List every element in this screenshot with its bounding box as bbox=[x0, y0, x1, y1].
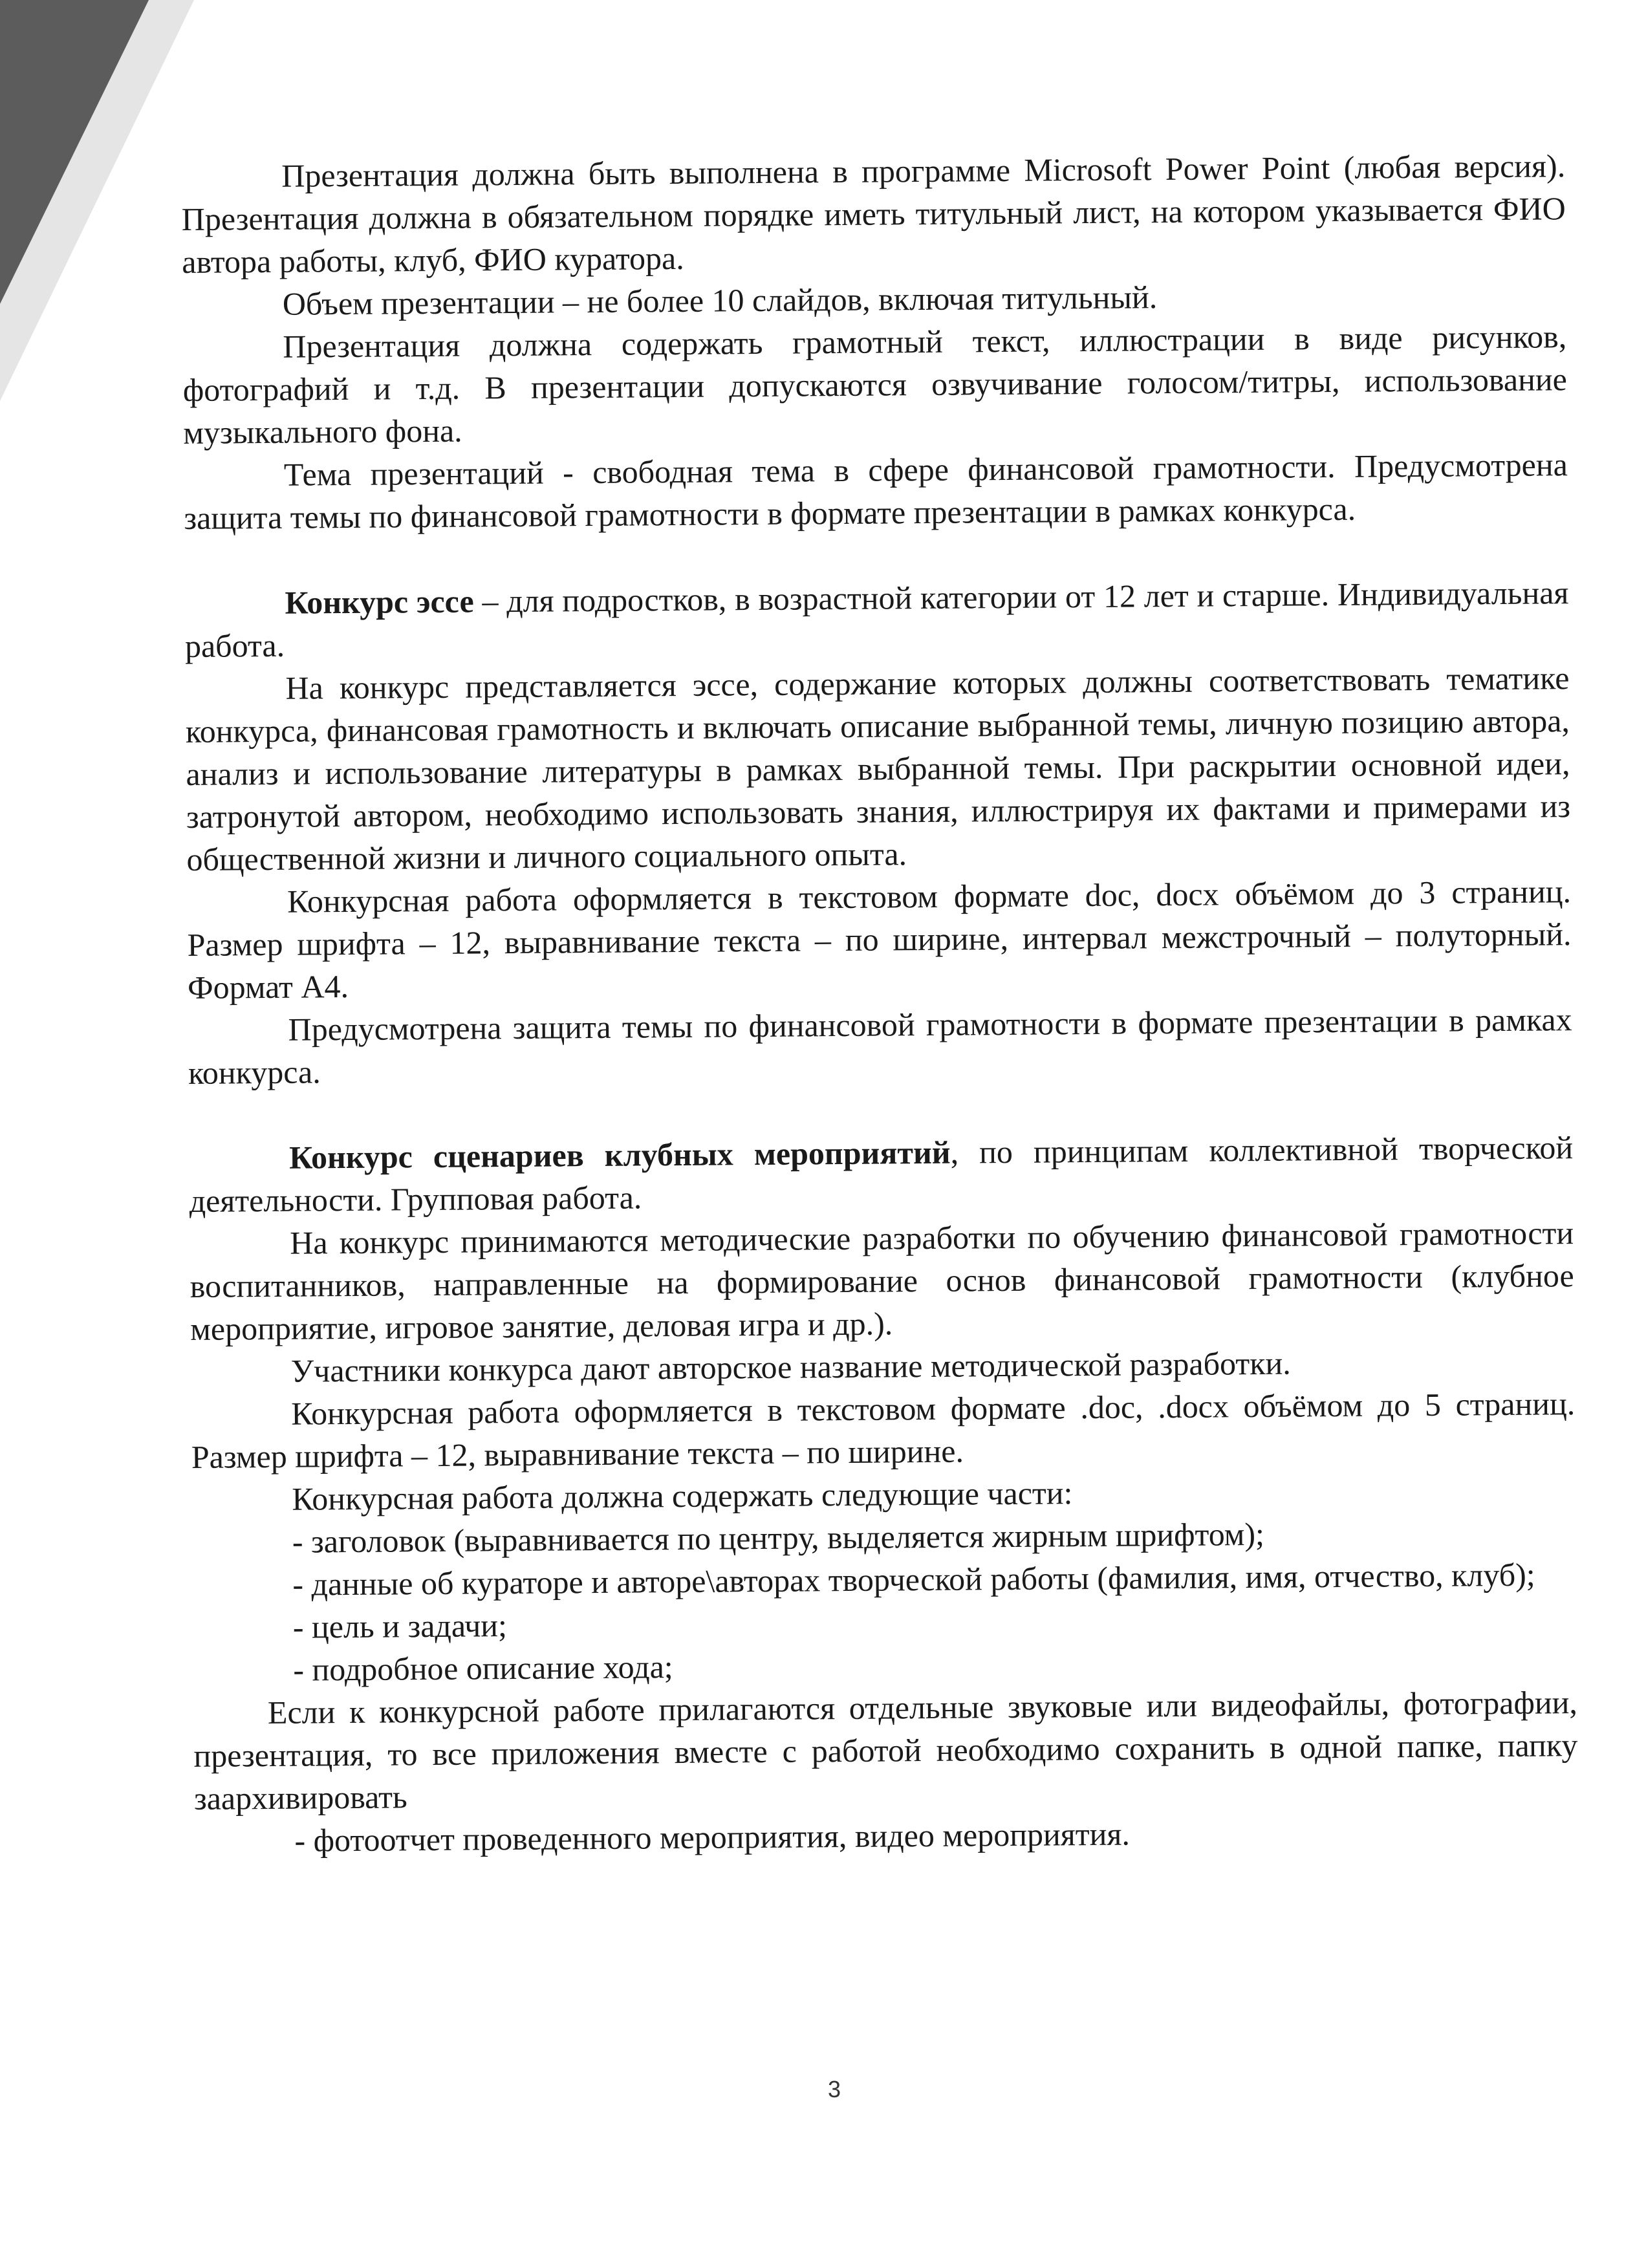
scan-corner-shadow bbox=[0, 0, 149, 304]
list-item: - данные об кураторе и авторе\авторах творческой работы (фамилия, имя, отчество, клуб); bbox=[292, 1556, 1535, 1603]
list-item: - цель и задачи; bbox=[292, 1607, 508, 1645]
essay-paragraph-3: Предусмотрена защита темы по финансовой грамотности в формате презентации в рамках конкурса. bbox=[188, 1001, 1572, 1091]
scenarios-heading-paragraph bbox=[189, 1126, 1574, 1222]
list-item: - заголовок (выравнивается по центру, выделяется жирным шрифтом); bbox=[292, 1515, 1265, 1560]
essay-heading-paragraph bbox=[184, 571, 1569, 667]
essay-heading-rest: – для подростков, в возрастной категории от 12 лет и старше. Индивидуальная работа. bbox=[184, 574, 1569, 664]
presentation-paragraph-1: Презентация должна быть выполнена в программе Microsoft Power Point (любая версия). Презентация должна в обязательном порядке иметь титульный лист, на котором указывается ФИО автора работы, клуб, ФИО куратора. bbox=[181, 147, 1566, 280]
presentation-paragraph-2: Объем презентации – не более 10 слайдов, включая титульный. bbox=[282, 279, 1158, 322]
presentation-paragraph-3: Презентация должна содержать грамотный текст, иллюстрации в виде рисунков, фотографий и т.д. В презентации допускаются озвучивание голосом/титры, использование музыкального фона. bbox=[182, 318, 1568, 451]
scenarios-paragraph-2: Участники конкурса дают авторское название методической разработки. bbox=[290, 1345, 1291, 1389]
list-item: - подробное описание хода; bbox=[293, 1648, 673, 1688]
page-number: 3 bbox=[828, 2076, 841, 2102]
essay-paragraph-1: На конкурс представляется эссе, содержание которых должны соответствовать тематике конкурса, финансовая грамотность и включать описание выбранной темы, личную позицию автора, анализ и использование литературы в рамках выбранной темы. При раскрытии основной идеи, затронутой автором, необходимо использовать знания, иллюстрируя их фактами и примерами из общественной жизни и личного социального опыта. bbox=[185, 660, 1571, 878]
scenarios-paragraph-3: Конкурсная работа оформляется в текстовом формате .doc, .docx объёмом до 5 страниц. Размер шрифта – 12, выравнивание текста – по ширине. bbox=[191, 1385, 1575, 1475]
scenarios-heading-rest: , по принципам коллективной творческой деятельности. Групповая работа. bbox=[189, 1129, 1574, 1219]
essay-paragraph-2: Конкурсная работа оформляется в текстовом формате doc, docx объёмом до 3 страниц. Размер шрифта – 12, выравнивание текста – по ширине, интервал межстрочный – полуторный. Формат А4. bbox=[187, 873, 1572, 1006]
scenarios-paragraph-4: Конкурсная работа должна содержать следующие части: bbox=[292, 1474, 1073, 1517]
essay-heading: Конкурс эссе bbox=[285, 583, 474, 621]
presentation-paragraph-4: Тема презентаций - свободная тема в сфере финансовой грамотности. Предусмотрена защита темы по финансовой грамотности в формате презентации в рамках конкурса. bbox=[184, 446, 1568, 536]
document-body bbox=[181, 144, 1579, 1863]
scenarios-paragraph-5: Если к конкурсной работе прилагаются отдельные звуковые или видеофайлы, фотографии, презентация, то все приложения вместе с работой необходимо сохранить в одной папке, папку заархивировать bbox=[193, 1684, 1578, 1817]
scenarios-paragraph-1: На конкурс принимаются методические разработки по обучению финансовой грамотности воспитанников, направленные на формирование основ финансовой грамотности (клубное мероприятие, игровое занятие, деловая игра и др.). bbox=[189, 1215, 1574, 1347]
scenarios-heading: Конкурс сценариев клубных мероприятий bbox=[288, 1134, 951, 1176]
list-item-last: - фотоотчет проведенного мероприятия, видео мероприятия. bbox=[294, 1815, 1131, 1859]
